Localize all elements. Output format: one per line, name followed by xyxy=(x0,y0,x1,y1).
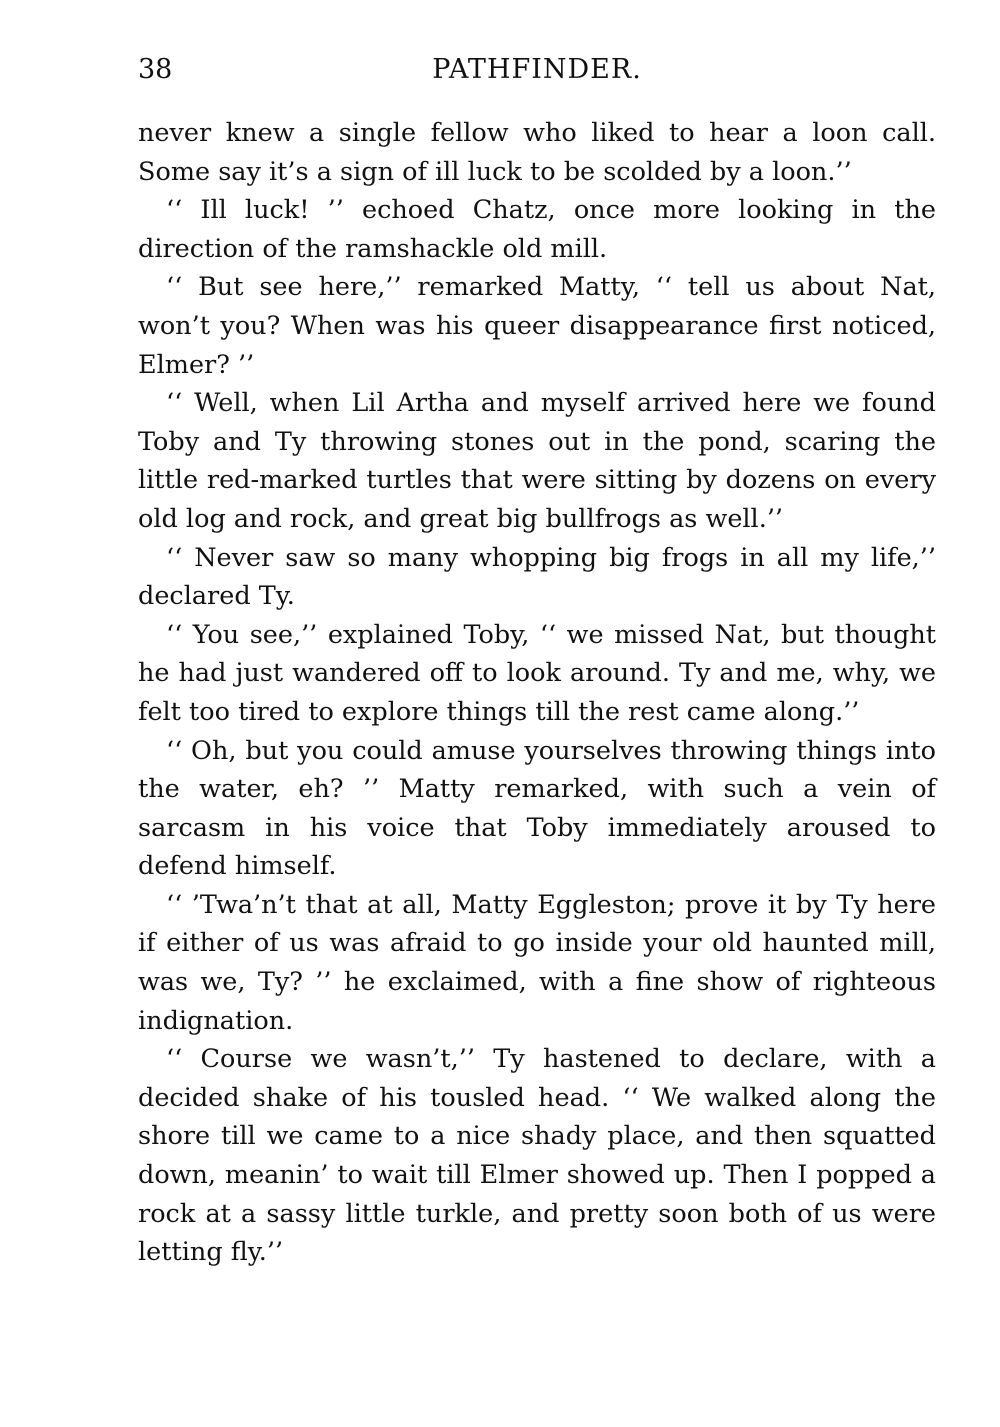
book-page xyxy=(138,50,936,1272)
paragraph: ‘‘ Ill luck! ’’ echoed Chatz, once more looking in the direction of the ramshackle old mill. xyxy=(138,195,936,264)
paragraph: ‘‘ Well, when Lil Artha and myself arrived here we found Toby and Ty throwing stones out in the pond, scaring the little red-marked turtles that were sitting by dozens on every old log and rock, and great big bullfrogs as well.’’ xyxy=(138,388,936,534)
paragraph: never knew a single fellow who liked to hear a loon call. Some say it’s a sign of ill luck to be scolded by a loon.’’ xyxy=(138,118,936,187)
page-number: 38 xyxy=(138,54,173,85)
running-title: PATHFINDER. xyxy=(432,54,642,85)
paragraph: ‘‘ ’Twa’n’t that at all, Matty Eggleston; prove it by Ty here if either of us was afraid to go inside your old haunted mill, was we, Ty? ’’ he exclaimed, with a fine show of righteous indignation. xyxy=(138,889,936,1036)
paragraph: ‘‘ Never saw so many whopping big frogs in all my life,’’ declared Ty. xyxy=(138,542,936,612)
running-head xyxy=(138,50,936,90)
paragraph: ‘‘ You see,’’ explained Toby, ‘‘ we missed Nat, but thought he had just wandered off to look around. Ty and me, why, we felt too tired to explore things till the rest came along.’’ xyxy=(138,619,936,727)
body-text xyxy=(138,114,936,1272)
paragraph: ‘‘ But see here,’’ remarked Matty, ‘‘ tell us about Nat, won’t you? When was his queer disappearance first noticed, Elmer? ’’ xyxy=(138,272,936,380)
paragraph: ‘‘ Oh, but you could amuse yourselves throwing things into the water, eh? ’’ Matty remarked, with such a vein of sarcasm in his voice that Toby immediately aroused to defend himself. xyxy=(138,735,936,882)
paragraph: ‘‘ Course we wasn’t,’’ Ty hastened to declare, with a decided shake of his tousled head. ‘‘ We walked along the shore till we came to a nice shady place, and then squatted down, meanin’ to wait till Elmer showed up. Then I popped a rock at a sassy little turkle, and pretty soon both of us were letting fly.’’ xyxy=(138,1044,936,1268)
